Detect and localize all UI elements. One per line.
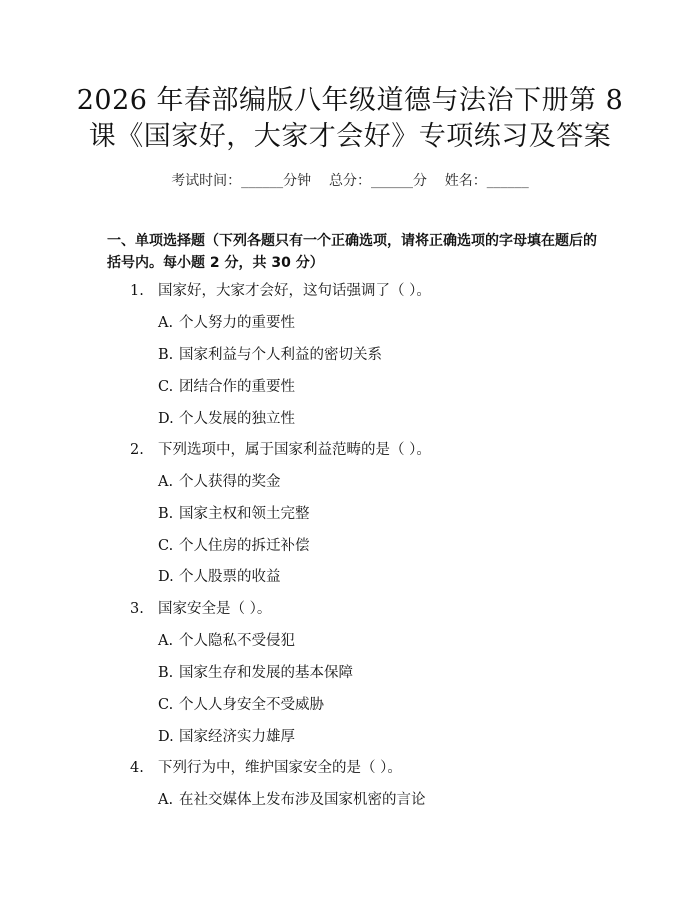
option-letter: B. <box>158 506 174 522</box>
question-number: 2. <box>130 442 144 458</box>
option-4a <box>158 790 426 810</box>
option-text: 个人努力的重要性 <box>179 315 295 331</box>
option-text: 个人住房的拆迁补偿 <box>179 538 310 554</box>
exam-info-line: 考试时间：______分钟 总分：______分 姓名：______ <box>171 173 529 189</box>
option-letter: D. <box>158 729 174 745</box>
option-letter: C. <box>158 379 174 395</box>
question-text: 国家安全是（ ）。 <box>158 601 272 617</box>
option-letter: C. <box>158 697 174 713</box>
option-letter: D. <box>158 411 174 427</box>
option-text: 个人隐私不受侵犯 <box>179 633 295 649</box>
option-text: 国家利益与个人利益的密切关系 <box>179 347 382 363</box>
option-2d <box>158 567 281 587</box>
option-letter: B. <box>158 665 174 681</box>
question-text: 下列行为中，维护国家安全的是（ ）。 <box>158 760 402 776</box>
document-title-line-2: 课《国家好，大家才会好》专项练习及答案 <box>88 121 612 152</box>
question-text: 下列选项中，属于国家利益范畴的是（ ）。 <box>158 442 431 458</box>
option-letter: C. <box>158 538 174 554</box>
option-text: 国家经济实力雄厚 <box>179 729 295 745</box>
option-1c <box>158 377 295 397</box>
option-1b <box>158 345 382 365</box>
section-heading-line-1: 一、单项选择题（下列各题只有一个正确选项，请将正确选项的字母填在题后的 <box>107 233 597 249</box>
option-letter: A. <box>158 474 174 490</box>
question-text: 国家好，大家才会好，这句话强调了（ ）。 <box>158 283 431 299</box>
option-text: 个人发展的独立性 <box>179 411 295 427</box>
option-2c <box>158 536 310 556</box>
option-1a <box>158 313 295 333</box>
option-2a <box>158 472 281 492</box>
option-letter: A. <box>158 792 174 808</box>
section-heading-line-2: 括号内。每小题 2 分，共 30 分） <box>107 255 324 271</box>
option-text: 在社交媒体上发布涉及国家机密的言论 <box>179 792 426 808</box>
option-letter: A. <box>158 315 174 331</box>
option-3d <box>158 727 295 747</box>
question-number: 1. <box>130 283 144 299</box>
question-number: 4. <box>130 760 144 776</box>
option-2b <box>158 504 310 524</box>
option-text: 团结合作的重要性 <box>179 379 295 395</box>
option-1d <box>158 409 295 429</box>
option-letter: D. <box>158 569 174 585</box>
document-title-line-1: 2026 年春部编版八年级道德与法治下册第 8 <box>76 85 624 116</box>
option-3b <box>158 663 353 683</box>
option-letter: A. <box>158 633 174 649</box>
option-text: 个人人身安全不受威胁 <box>179 697 324 713</box>
option-text: 国家生存和发展的基本保障 <box>179 665 353 681</box>
option-text: 个人股票的收益 <box>179 569 281 585</box>
option-text: 个人获得的奖金 <box>179 474 281 490</box>
option-3c <box>158 695 324 715</box>
option-letter: B. <box>158 347 174 363</box>
option-3a <box>158 631 295 651</box>
question-number: 3. <box>130 601 144 617</box>
option-text: 国家主权和领土完整 <box>179 506 310 522</box>
